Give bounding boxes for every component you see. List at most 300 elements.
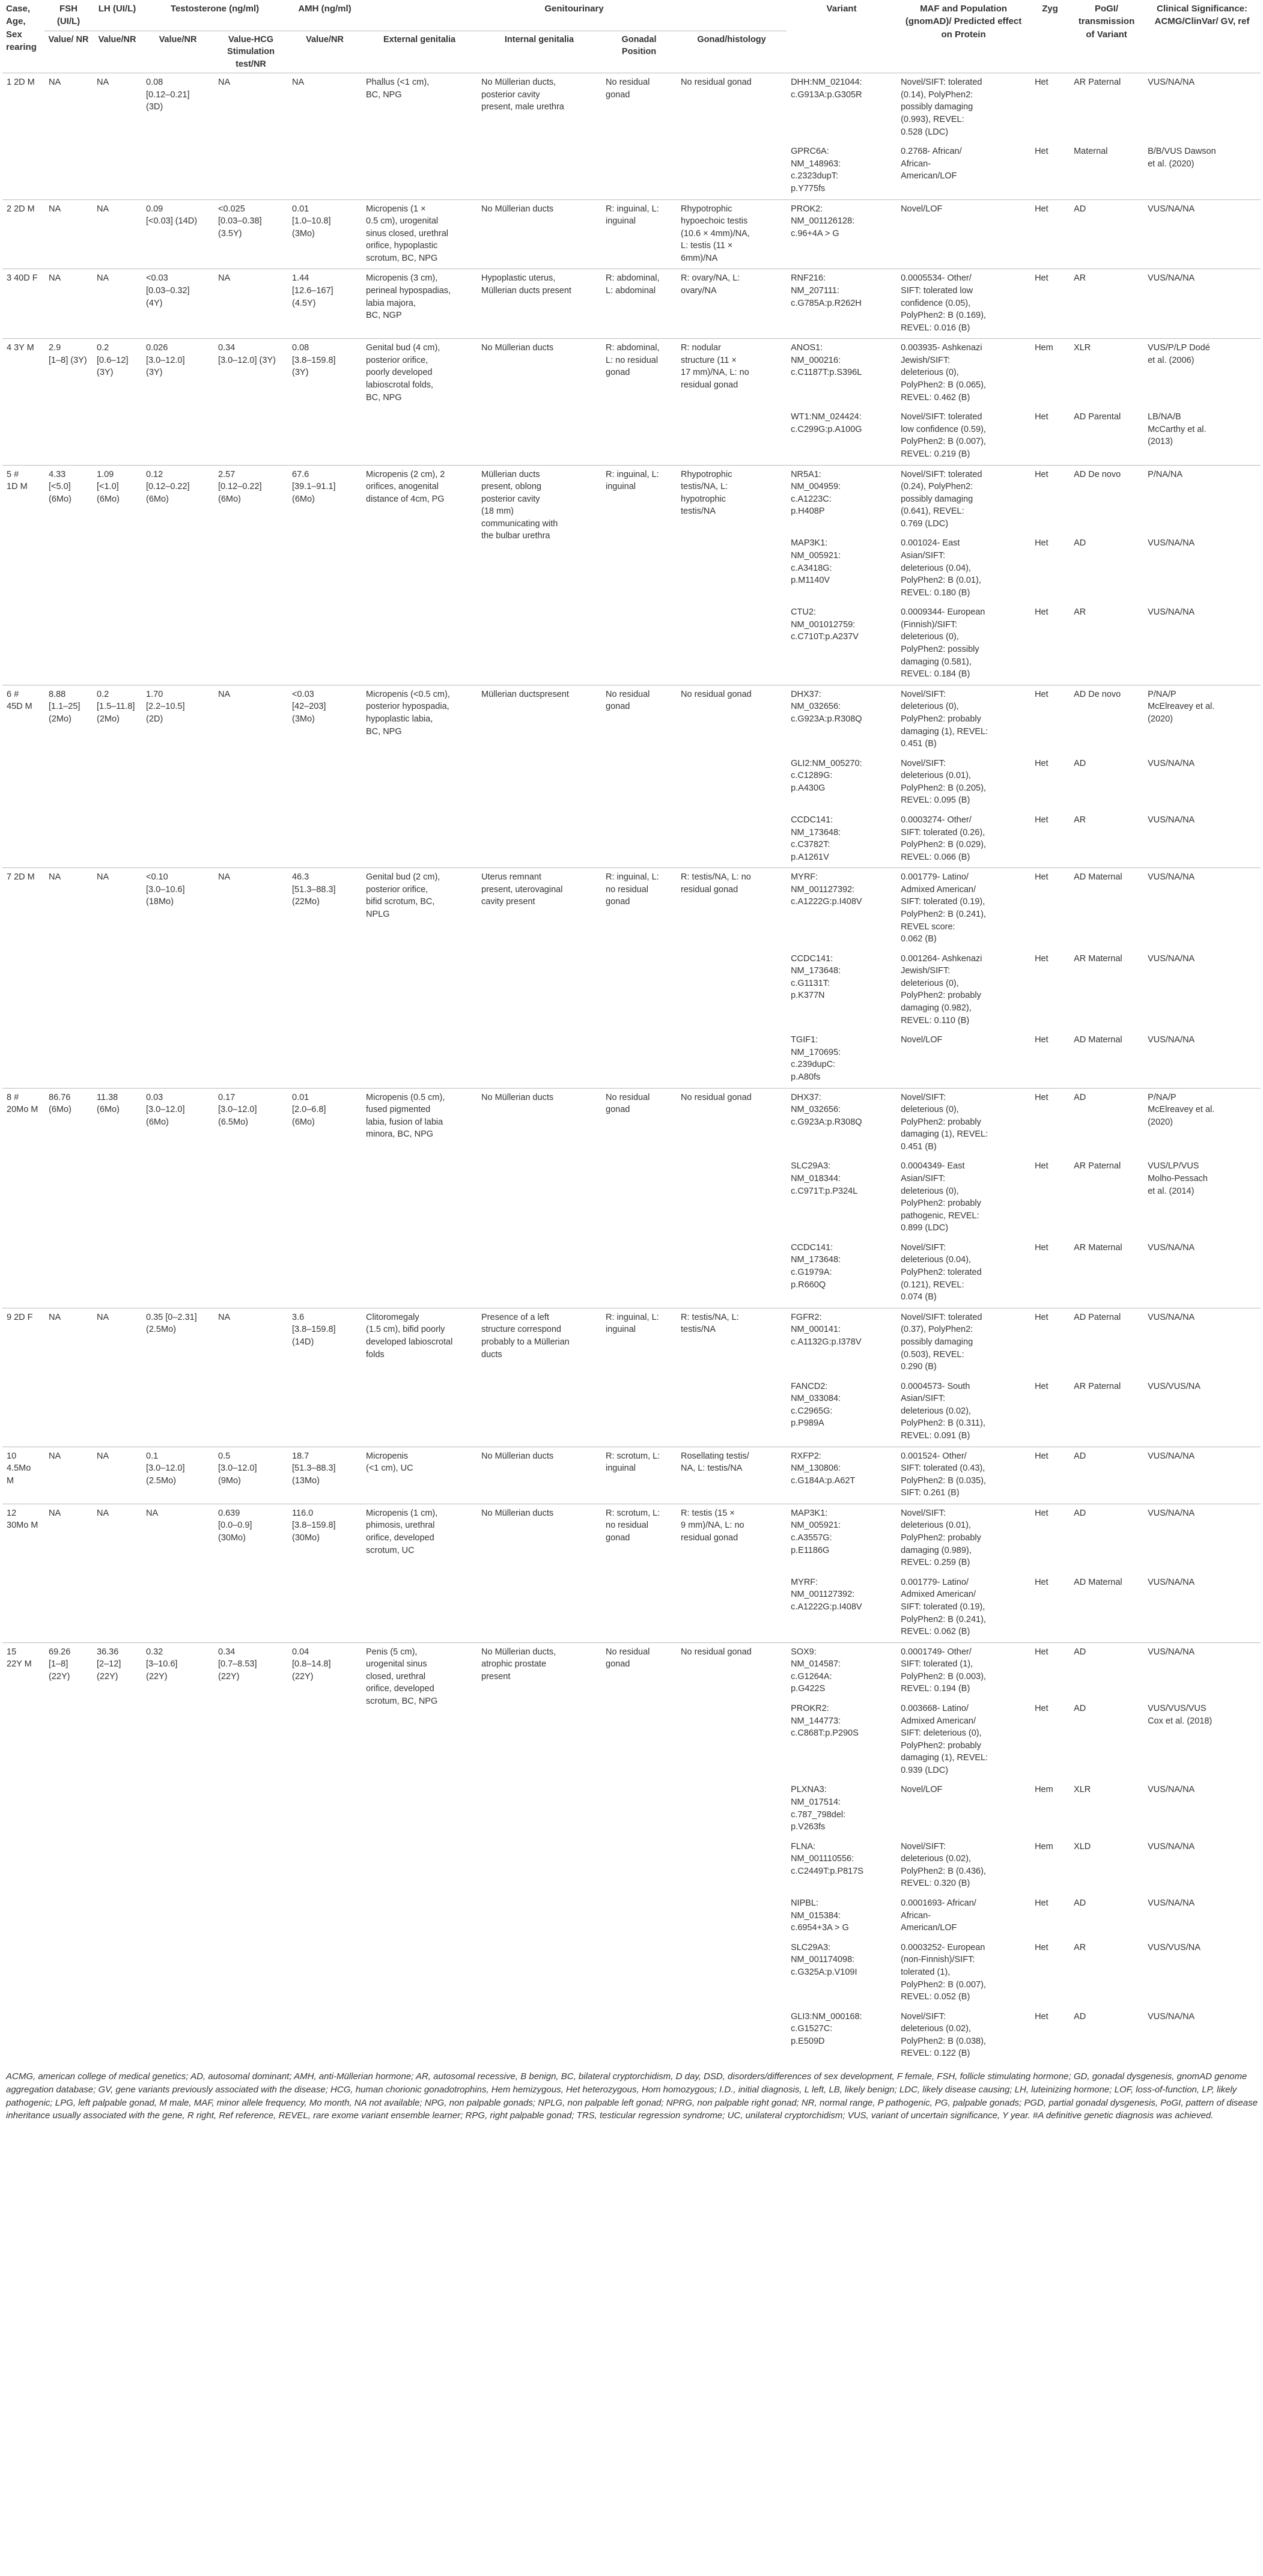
maf-population-cell: Novel/LOF xyxy=(896,199,1030,269)
case-cell: 10 4.5Mo M xyxy=(2,1447,44,1504)
clinical-significance-cell: VUS/VUS/VUS Cox et al. (2018) xyxy=(1148,1703,1213,1726)
gonadal-position-cell: R: inguinal, L: inguinal xyxy=(601,465,677,685)
maf-population-cell: Novel/SIFT: tolerated (0.37), PolyPhen2: possibly damaging (0.503), REVEL: 0.290 (B) xyxy=(896,1308,1030,1377)
variant-cell: CCDC141: NM_173648: c.C3782T: p.A1261V xyxy=(791,815,841,862)
maf-population-cell: Novel/SIFT: tolerated (0.14), PolyPhen2: possibly damaging (0.993), REVEL: 0.528 (LDC) xyxy=(896,73,1030,142)
gonadal-position-cell: R: abdominal, L: no residual gonad xyxy=(601,339,677,465)
maf-population-cell: 0.001779- Latino/ Admixed American/ SIFT: tolerated (0.19), PolyPhen2: B (0.241), REVEL score: 0.062 (B) xyxy=(896,868,1030,950)
table-row xyxy=(2,339,1261,408)
gonad-histology-cell: Rhypotrophic hypoechoic testis (10.6 × 4mm)/NA, L: testis (11 × 6mm)/NA xyxy=(677,199,787,269)
external-genitalia-cell: Clitoromegaly (1.5 cm), bifid poorly developed labioscrotal folds xyxy=(362,1308,477,1447)
pogi-cell: AD xyxy=(1074,1703,1086,1713)
hcg-stimulation-cell: <0.025 [0.03–0.38] (3.5Y) xyxy=(214,199,288,269)
variant-cell: NR5A1: NM_004959: c.A1223C: p.H408P xyxy=(787,465,896,534)
pogi-cell: AR Paternal xyxy=(1074,1381,1121,1391)
maf-population-cell: 0.001264- Ashkenazi Jewish/SIFT: deleterious (0), PolyPhen2: probably damaging (0.982), REVEL: 0.110 (B) xyxy=(901,953,982,1025)
lh-cell: NA xyxy=(93,868,142,1088)
variant-cell: FLNA: NM_001110556: c.C2449T:p.P817S xyxy=(791,1841,863,1876)
internal-genitalia-cell: Hypoplastic uterus, Müllerian ducts present xyxy=(477,269,601,339)
lh-cell: NA xyxy=(93,199,142,269)
variant-cell: MYRF: NM_001127392: c.A1222G:p.I408V xyxy=(787,868,896,950)
zygosity-cell: Het xyxy=(1035,1242,1048,1253)
pogi-cell: AR Paternal xyxy=(1074,1161,1121,1171)
table-row xyxy=(2,269,1261,339)
fsh-cell: NA xyxy=(44,199,93,269)
fsh-cell: NA xyxy=(44,1308,93,1447)
fsh-cell: NA xyxy=(44,1504,93,1642)
table-footnote: ACMG, american college of medical genetics; AD, autosomal dominant; AMH, anti-Müllerian hormone; AR, autosomal recessive, B benign, BC, bilateral cryptorchidism, D day, DSD, disorders/differences of sex development, F female, FSH, follicle stimulating hormone; GD, gonadal dysgenesis, gnomAD genome aggregation database; GV, gene variants previously associated with the disease; HCG, human chorionic gonadotrophins, Hem hemizygous, Het heterozygous, Hom homozygous; I.D., initial diagnosis, L left, LB, likely benign; LDC, likely disease causing; LH, luteinizing hormone; LOF, loss-of-function, LP, likely pathogenic; LPG, left palpable gonad, M male, MAF, minor allele frequency, Mo month, NA not available; NPG, non palpable gonads; NPLG, non palpable left gonad; NPRG, non palpable right gonad; NR, normal range, P pathogenic, PG, palpable gonads; PGD, partial gonadal dysgenesis, PoGI, pattern of disease inheritance usually associated with the gene, R right, Ref reference, REVEL, rare exome variant ensemble learner; RPG, right palpable gonad; TRS, testicular regression syndrome; UC, unilateral cryptorchidism; VUS, variant of uncertain significance, Y year. #A definitive genetic diagnosis was achieved. xyxy=(6,2071,1258,2121)
clinical-significance-cell: VUS/VUS/NA xyxy=(1148,1381,1201,1391)
clinical-significance-cell: VUS/NA/NA xyxy=(1148,538,1195,548)
maf-population-cell: Novel/SIFT: tolerated (0.24), PolyPhen2: possibly damaging (0.641), REVEL: 0.769 (LDC) xyxy=(896,465,1030,534)
maf-population-cell: Novel/LOF xyxy=(901,1785,943,1795)
maf-population-cell: 0.0003274- Other/ SIFT: tolerated (0.26), PolyPhen2: B (0.029), REVEL: 0.066 (B) xyxy=(901,815,986,862)
internal-genitalia-cell: Uterus remnant present, uterovaginal cavity present xyxy=(477,868,601,1088)
pogi-cell: AD Maternal xyxy=(1074,1577,1122,1587)
gonadal-position-cell: R: inguinal, L: no residual gonad xyxy=(601,868,677,1088)
header-testosterone: Testosterone (ng/ml) xyxy=(142,0,288,31)
lh-cell: 0.2 [1.5–11.8] (2Mo) xyxy=(93,685,142,868)
variant-cell: DHX37: NM_032656: c.G923A:p.R308Q xyxy=(787,1088,896,1157)
clinical-significance-cell: VUS/P/LP Dodé et al. (2006) xyxy=(1143,339,1261,408)
zygosity-cell: Het xyxy=(1030,1308,1070,1377)
maf-population-cell: Novel/SIFT: deleterious (0.01), PolyPhen2: probably damaging (0.989), REVEL: 0.259 (B) xyxy=(896,1504,1030,1573)
maf-population-cell: Novel/SIFT: deleterious (0.02), PolyPhen2: B (0.436), REVEL: 0.320 (B) xyxy=(901,1841,986,1889)
gonad-histology-cell: No residual gonad xyxy=(677,1088,787,1308)
internal-genitalia-cell: Müllerian ducts present, oblong posterior cavity (18 mm) communicating with the bulbar urethra xyxy=(477,465,601,685)
clinical-significance-cell: VUS/NA/NA xyxy=(1143,199,1261,269)
gonadal-position-cell: R: inguinal, L: inguinal xyxy=(601,1308,677,1447)
zygosity-cell: Het xyxy=(1035,758,1048,768)
variant-cell: CCDC141: NM_173648: c.G1131T: p.K377N xyxy=(791,953,841,1001)
zygosity-cell: Het xyxy=(1035,1898,1048,1909)
clinical-significance-cell: VUS/NA/NA xyxy=(1143,73,1261,142)
variant-cell: FANCD2: NM_033084: c.C2965G: p.P989A xyxy=(791,1381,841,1429)
gonad-histology-cell: Rosellating testis/ NA, L: testis/NA xyxy=(677,1447,787,1504)
variant-cell: SLC29A3: NM_001174098: c.G325A:p.V109I xyxy=(791,1942,857,1977)
case-cell: 9 2D F xyxy=(2,1308,44,1447)
maf-population-cell: 0.001779- Latino/ Admixed American/ SIFT: tolerated (0.19), PolyPhen2: B (0.241), REVEL: 0.062 (B) xyxy=(901,1577,986,1637)
fsh-cell: NA xyxy=(44,73,93,199)
internal-genitalia-cell: No Müllerian ducts xyxy=(477,339,601,465)
case-cell: 8 # 20Mo M xyxy=(2,1088,44,1308)
case-cell: 5 # 1D M xyxy=(2,465,44,685)
amh-cell: 18.7 [51.3–88.3] (13Mo) xyxy=(288,1447,362,1504)
zygosity-cell: Het xyxy=(1035,953,1048,964)
gonadal-position-cell: R: scrotum, L: inguinal xyxy=(601,1447,677,1504)
clinical-significance-cell: VUS/NA/NA xyxy=(1143,868,1261,950)
zygosity-cell: Het xyxy=(1030,868,1070,950)
zygosity-cell: Het xyxy=(1035,1035,1048,1045)
external-genitalia-cell: Micropenis (1 × 0.5 cm), urogenital sinus closed, urethral orifice, hypoplastic scrotum, BC, NPG xyxy=(362,199,477,269)
lh-cell: 11.38 (6Mo) xyxy=(93,1088,142,1308)
table-body xyxy=(2,73,1261,2064)
maf-population-cell: 0.0005534- Other/ SIFT: tolerated low confidence (0.05), PolyPhen2: B (0.169), REVEL: 0.016 (B) xyxy=(896,269,1030,339)
maf-population-cell: 0.0004573- South Asian/SIFT: deleterious (0.02), PolyPhen2: B (0.311), REVEL: 0.091 (B) xyxy=(901,1381,985,1441)
zygosity-cell: Het xyxy=(1035,1577,1048,1587)
external-genitalia-cell: Micropenis (2 cm), 2 orifices, anogenital distance of 4cm, PG xyxy=(362,465,477,685)
case-cell: 7 2D M xyxy=(2,868,44,1088)
fsh-cell: 2.9 [1–8] (3Y) xyxy=(44,339,93,465)
variant-cell: TGIF1: NM_170695: c.239dupC: p.A80fs xyxy=(791,1035,841,1082)
header-case: Case, Age, Sex rearing xyxy=(2,0,44,73)
gonad-histology-cell: No residual gonad xyxy=(677,73,787,199)
hcg-stimulation-cell: 0.5 [3.0–12.0] (9Mo) xyxy=(214,1447,288,1504)
clinical-significance-cell: VUS/NA/NA xyxy=(1143,1447,1261,1504)
pogi-cell: AD xyxy=(1074,758,1086,768)
table-row xyxy=(2,1088,1261,1157)
internal-genitalia-cell: No Müllerian ducts xyxy=(477,1447,601,1504)
clinical-significance-cell: VUS/NA/NA xyxy=(1143,1642,1261,1700)
internal-genitalia-cell: Presence of a left structure correspond probably to a Müllerian ducts xyxy=(477,1308,601,1447)
subheader-amh: Value/NR xyxy=(288,31,362,73)
internal-genitalia-cell: Müllerian ductspresent xyxy=(477,685,601,868)
maf-population-cell: Novel/SIFT: deleterious (0.02), PolyPhen2: B (0.038), REVEL: 0.122 (B) xyxy=(901,2011,986,2059)
zygosity-cell: Het xyxy=(1035,412,1048,422)
clinical-significance-cell: VUS/NA/NA xyxy=(1148,1577,1195,1587)
zygosity-cell: Het xyxy=(1030,199,1070,269)
case-cell: 12 30Mo M xyxy=(2,1504,44,1642)
pogi-cell: AD Paternal xyxy=(1070,1308,1143,1377)
maf-population-cell: 0.003935- Ashkenazi Jewish/SIFT: deleterious (0), PolyPhen2: B (0.065), REVEL: 0.462 (B) xyxy=(896,339,1030,408)
pogi-cell: AD xyxy=(1070,1088,1143,1157)
amh-cell: <0.03 [42–203] (3Mo) xyxy=(288,685,362,868)
header-maf: MAF and Population (gnomAD)/ Predicted effect on Protein xyxy=(896,0,1030,73)
clinical-significance-cell: VUS/NA/NA xyxy=(1143,1504,1261,1573)
header-amh: AMH (ng/ml) xyxy=(288,0,362,31)
amh-cell: NA xyxy=(288,73,362,199)
clinical-significance-cell: VUS/NA/NA xyxy=(1148,953,1195,964)
zygosity-cell: Het xyxy=(1030,1504,1070,1573)
gonad-histology-cell: R: testis/NA, L: testis/NA xyxy=(677,1308,787,1447)
hcg-stimulation-cell: NA xyxy=(214,1308,288,1447)
hcg-stimulation-cell: 0.17 [3.0–12.0] (6.5Mo) xyxy=(214,1088,288,1308)
variant-cell: SLC29A3: NM_018344: c.C971T:p.P324L xyxy=(791,1161,858,1196)
table-row xyxy=(2,199,1261,269)
external-genitalia-cell: Micropenis (<0.5 cm), posterior hypospadia, hypoplastic labia, BC, NPG xyxy=(362,685,477,868)
pogi-cell: AR xyxy=(1070,269,1143,339)
maf-population-cell: Novel/SIFT: deleterious (0), PolyPhen2: probably damaging (1), REVEL: 0.451 (B) xyxy=(896,1088,1030,1157)
testosterone-cell: <0.03 [0.03–0.32] (4Y) xyxy=(142,269,214,339)
zygosity-cell: Het xyxy=(1035,1161,1048,1171)
maf-population-cell: 0.001524- Other/ SIFT: tolerated (0.43), PolyPhen2: B (0.035), SIFT: 0.261 (B) xyxy=(896,1447,1030,1504)
amh-cell: 67.6 [39.1–91.1] (6Mo) xyxy=(288,465,362,685)
gonad-histology-cell: R: testis/NA, L: no residual gonad xyxy=(677,868,787,1088)
internal-genitalia-cell: No Müllerian ducts, atrophic prostate present xyxy=(477,1642,601,2064)
gonad-histology-cell: No residual gonad xyxy=(677,1642,787,2064)
pogi-cell: XLR xyxy=(1070,339,1143,408)
pogi-cell: AR xyxy=(1074,607,1086,618)
zygosity-cell: Het xyxy=(1030,685,1070,754)
clinical-significance-cell: VUS/LP/VUS Molho-Pessach et al. (2014) xyxy=(1148,1161,1208,1196)
amh-cell: 3.6 [3.8–159.8] (14D) xyxy=(288,1308,362,1447)
lh-cell: NA xyxy=(93,1447,142,1504)
lh-cell: NA xyxy=(93,1308,142,1447)
maf-population-cell: 0.2768- African/ African- American/LOF xyxy=(901,147,962,181)
fsh-cell: NA xyxy=(44,868,93,1088)
hcg-stimulation-cell: 2.57 [0.12–0.22] (6Mo) xyxy=(214,465,288,685)
subheader-histology: Gonad/histology xyxy=(677,31,787,73)
subheader-fsh: Value/ NR xyxy=(44,31,93,73)
fsh-cell: 4.33 [<5.0] (6Mo) xyxy=(44,465,93,685)
zygosity-cell: Het xyxy=(1030,1447,1070,1504)
internal-genitalia-cell: No Müllerian ducts, posterior cavity present, male urethra xyxy=(477,73,601,199)
testosterone-cell: 0.35 [0–2.31] (2.5Mo) xyxy=(142,1308,214,1447)
gonad-histology-cell: Rhypotrophic testis/NA, L: hypotrophic testis/NA xyxy=(677,465,787,685)
external-genitalia-cell: Phallus (<1 cm), BC, NPG xyxy=(362,73,477,199)
gonad-histology-cell: R: nodular structure (11 × 17 mm)/NA, L: no residual gonad xyxy=(677,339,787,465)
table-row xyxy=(2,1504,1261,1573)
amh-cell: 0.08 [3.8–159.8] (3Y) xyxy=(288,339,362,465)
testosterone-cell: 0.08 [0.12–0.21] (3D) xyxy=(142,73,214,199)
pogi-cell: AD xyxy=(1074,1898,1086,1909)
lh-cell: 1.09 [<1.0] (6Mo) xyxy=(93,465,142,685)
table-row xyxy=(2,73,1261,142)
maf-population-cell: 0.0004349- East Asian/SIFT: deleterious (0), PolyPhen2: probably pathogenic, REVEL: 0.899 (LDC) xyxy=(901,1161,981,1233)
external-genitalia-cell: Micropenis (0.5 cm), fused pigmented labia, fusion of labia minora, BC, NPG xyxy=(362,1088,477,1308)
clinical-significance-cell: VUS/NA/NA xyxy=(1148,758,1195,768)
variant-cell: PROK2: NM_001126128: c.96+4A > G xyxy=(787,199,896,269)
zygosity-cell: Het xyxy=(1035,538,1048,548)
pogi-cell: AD xyxy=(1074,2011,1086,2022)
variant-cell: MAP3K1: NM_005921: c.A3418G: p.M1140V xyxy=(791,538,841,586)
internal-genitalia-cell: No Müllerian ducts xyxy=(477,1088,601,1308)
pogi-cell: AR Maternal xyxy=(1074,953,1122,964)
zygosity-cell: Het xyxy=(1030,269,1070,339)
amh-cell: 0.01 [2.0–6.8] (6Mo) xyxy=(288,1088,362,1308)
variant-cell: DHX37: NM_032656: c.G923A:p.R308Q xyxy=(787,685,896,754)
zygosity-cell: Het xyxy=(1035,1703,1048,1713)
clinical-significance-cell: VUS/NA/NA xyxy=(1143,269,1261,339)
zygosity-cell: Het xyxy=(1030,1088,1070,1157)
pogi-cell: AD Parental xyxy=(1074,412,1121,422)
zygosity-cell: Het xyxy=(1035,2011,1048,2022)
pogi-cell: XLD xyxy=(1074,1841,1091,1852)
variant-cell: PLXNA3: NM_017514: c.787_798del: p.V263fs xyxy=(791,1785,846,1832)
pogi-cell: AD xyxy=(1070,1642,1143,1700)
table-row xyxy=(2,465,1261,534)
header-clinical: Clinical Significance: ACMG/ClinVar/ GV, ref xyxy=(1143,0,1261,73)
testosterone-cell: 0.026 [3.0–12.0] (3Y) xyxy=(142,339,214,465)
variant-cell: DHH:NM_021044: c.G913A:p.G305R xyxy=(787,73,896,142)
maf-population-cell: Novel/SIFT: tolerated low confidence (0.59), PolyPhen2: B (0.007), REVEL: 0.219 (B) xyxy=(901,412,986,459)
testosterone-cell: 0.03 [3.0–12.0] (6Mo) xyxy=(142,1088,214,1308)
external-genitalia-cell: Micropenis (3 cm), perineal hypospadias, labia majora, BC, NGP xyxy=(362,269,477,339)
fsh-cell: 86.76 (6Mo) xyxy=(44,1088,93,1308)
lh-cell: NA xyxy=(93,1504,142,1642)
gonad-histology-cell: R: testis (15 × 9 mm)/NA, L: no residual gonad xyxy=(677,1504,787,1642)
clinical-significance-cell: VUS/NA/NA xyxy=(1148,815,1195,825)
table-row xyxy=(2,1308,1261,1377)
case-cell: 15 22Y M xyxy=(2,1642,44,2064)
hcg-stimulation-cell: NA xyxy=(214,269,288,339)
subheader-testo-hcg: Value-HCG Stimulation test/NR xyxy=(214,31,288,73)
lh-cell: 0.2 [0.6–12] (3Y) xyxy=(93,339,142,465)
header-lh: LH (UI/L) xyxy=(93,0,142,31)
clinical-significance-cell: VUS/NA/NA xyxy=(1143,1308,1261,1377)
zygosity-cell: Het xyxy=(1030,1642,1070,1700)
header-row xyxy=(2,0,1261,31)
pogi-cell: AR Paternal xyxy=(1070,73,1143,142)
zygosity-cell: Het xyxy=(1030,73,1070,142)
pogi-cell: AD xyxy=(1074,538,1086,548)
clinical-significance-cell: P/NA/P McElreavey et al. (2020) xyxy=(1143,1088,1261,1157)
hcg-stimulation-cell: NA xyxy=(214,685,288,868)
amh-cell: 0.04 [0.8–14.8] (22Y) xyxy=(288,1642,362,2064)
maf-population-cell: 0.003668- Latino/ Admixed American/ SIFT: deleterious (0), PolyPhen2: probably damaging (1), REVEL: 0.939 (LDC) xyxy=(901,1703,988,1775)
external-genitalia-cell: Genital bud (4 cm), posterior orifice, poorly developed labioscrotal folds, BC, NPG xyxy=(362,339,477,465)
gonadal-position-cell: R: scrotum, L: no residual gonad xyxy=(601,1504,677,1642)
table-row xyxy=(2,1642,1261,1700)
subheader-lh: Value/NR xyxy=(93,31,142,73)
pogi-cell: XLR xyxy=(1074,1785,1091,1795)
subheader-testo-value: Value/NR xyxy=(142,31,214,73)
external-genitalia-cell: Penis (5 cm), urogenital sinus closed, urethral orifice, developed scrotum, BC, NPG xyxy=(362,1642,477,2064)
case-cell: 4 3Y M xyxy=(2,339,44,465)
gonad-histology-cell: R: ovary/NA, L: ovary/NA xyxy=(677,269,787,339)
zygosity-cell: Het xyxy=(1030,465,1070,534)
amh-cell: 0.01 [1.0–10.8] (3Mo) xyxy=(288,199,362,269)
variant-cell: MYRF: NM_001127392: c.A1222G:p.I408V xyxy=(791,1577,862,1612)
variant-cell: CTU2: NM_001012759: c.C710T:p.A237V xyxy=(791,607,859,642)
pogi-cell: AD Maternal xyxy=(1074,1035,1122,1045)
clinical-significance-cell: B/B/VUS Dawson et al. (2020) xyxy=(1148,147,1216,169)
header-pogi: PoGI/ transmission of Variant xyxy=(1070,0,1143,73)
clinical-significance-cell: VUS/VUS/NA xyxy=(1148,1942,1201,1952)
variant-cell: CCDC141: NM_173648: c.G1979A: p.R660Q xyxy=(791,1242,841,1290)
pogi-cell: AR xyxy=(1074,1942,1086,1952)
pogi-cell: AD xyxy=(1070,199,1143,269)
subheader-external: External genitalia xyxy=(362,31,477,73)
maf-population-cell: 0.0009344- European (Finnish)/SIFT: deleterious (0), PolyPhen2: possibly damaging (0.581), REVEL: 0.184 (B) xyxy=(901,607,985,679)
clinical-significance-cell: VUS/NA/NA xyxy=(1148,1785,1195,1795)
case-cell: 3 40D F xyxy=(2,269,44,339)
table-row xyxy=(2,1447,1261,1504)
gonadal-position-cell: No residual gonad xyxy=(601,685,677,868)
external-genitalia-cell: Micropenis (<1 cm), UC xyxy=(362,1447,477,1504)
testosterone-cell: NA xyxy=(142,1504,214,1642)
external-genitalia-cell: Genital bud (2 cm), posterior orifice, bifid scrotum, BC, NPLG xyxy=(362,868,477,1088)
subheader-internal: Internal genitalia xyxy=(477,31,601,73)
maf-population-cell: Novel/SIFT: deleterious (0.01), PolyPhen2: B (0.205), REVEL: 0.095 (B) xyxy=(901,758,986,806)
internal-genitalia-cell: No Müllerian ducts xyxy=(477,1504,601,1642)
maf-population-cell: 0.001024- East Asian/SIFT: deleterious (0.04), PolyPhen2: B (0.01), REVEL: 0.180 (B) xyxy=(901,538,981,598)
clinical-significance-cell: LB/NA/B McCarthy et al. (2013) xyxy=(1148,412,1207,447)
gonadal-position-cell: No residual gonad xyxy=(601,1088,677,1308)
zygosity-cell: Het xyxy=(1035,1381,1048,1391)
variant-cell: WT1:NM_024424: c.C299G:p.A100G xyxy=(791,412,862,434)
zygosity-cell: Hem xyxy=(1030,339,1070,408)
variant-cell: FGFR2: NM_000141: c.A1132G:p.I378V xyxy=(787,1308,896,1377)
maf-population-cell: 0.0003252- European (non-Finnish)/SIFT: tolerated (1), PolyPhen2: B (0.007), REVEL: 0.052 (B) xyxy=(901,1942,986,2002)
amh-cell: 1.44 [12.6–167] (4.5Y) xyxy=(288,269,362,339)
variant-cell: GLI2:NM_005270: c.C1289G: p.A430G xyxy=(791,758,862,793)
pogi-cell: AD De novo xyxy=(1070,465,1143,534)
maf-population-cell: Novel/LOF xyxy=(901,1035,943,1045)
case-cell: 1 2D M xyxy=(2,73,44,199)
variant-cell: MAP3K1: NM_005921: c.A3557G: p.E1186G xyxy=(787,1504,896,1573)
clinical-significance-cell: P/NA/P McElreavey et al. (2020) xyxy=(1143,685,1261,754)
clinical-significance-cell: VUS/NA/NA xyxy=(1148,1841,1195,1852)
testosterone-cell: 1.70 [2.2–10.5] (2D) xyxy=(142,685,214,868)
table-row xyxy=(2,868,1261,950)
zygosity-cell: Hem xyxy=(1035,1841,1053,1852)
dsd-variant-table xyxy=(2,0,1261,2064)
hcg-stimulation-cell: 0.34 [3.0–12.0] (3Y) xyxy=(214,339,288,465)
internal-genitalia-cell: No Müllerian ducts xyxy=(477,199,601,269)
maf-population-cell: Novel/SIFT: deleterious (0), PolyPhen2: probably damaging (1), REVEL: 0.451 (B) xyxy=(896,685,1030,754)
maf-population-cell: 0.0001693- African/ African- American/LOF xyxy=(901,1898,976,1933)
amh-cell: 116.0 [3.8–159.8] (30Mo) xyxy=(288,1504,362,1642)
maf-population-cell: Novel/SIFT: deleterious (0.04), PolyPhen2: tolerated (0.121), REVEL: 0.074 (B) xyxy=(901,1242,982,1302)
gonadal-position-cell: R: inguinal, L: inguinal xyxy=(601,199,677,269)
clinical-significance-cell: VUS/NA/NA xyxy=(1148,2011,1195,2022)
header-zyg: Zyg xyxy=(1030,0,1070,73)
fsh-cell: 8.88 [1.1–25] (2Mo) xyxy=(44,685,93,868)
pogi-cell: AD xyxy=(1070,1447,1143,1504)
hcg-stimulation-cell: NA xyxy=(214,73,288,199)
variant-cell: NIPBL: NM_015384: c.6954+3A > G xyxy=(791,1898,849,1933)
lh-cell: NA xyxy=(93,73,142,199)
table-row xyxy=(2,685,1261,754)
zygosity-cell: Het xyxy=(1035,607,1048,618)
header-fsh: FSH (UI/L) xyxy=(44,0,93,31)
hcg-stimulation-cell: 0.34 [0.7–8.53] (22Y) xyxy=(214,1642,288,2064)
clinical-significance-cell: VUS/NA/NA xyxy=(1148,1898,1195,1909)
testosterone-cell: <0.10 [3.0–10.6] (18Mo) xyxy=(142,868,214,1088)
pogi-cell: AD De novo xyxy=(1070,685,1143,754)
hcg-stimulation-cell: NA xyxy=(214,868,288,1088)
clinical-significance-cell: VUS/NA/NA xyxy=(1148,1035,1195,1045)
variant-cell: ANOS1: NM_000216: c.C1187T:p.S396L xyxy=(787,339,896,408)
header-variant: Variant xyxy=(787,0,896,73)
testosterone-cell: 0.1 [3.0–12.0] (2.5Mo) xyxy=(142,1447,214,1504)
testosterone-cell: 0.09 [<0.03] (14D) xyxy=(142,199,214,269)
pogi-cell: Maternal xyxy=(1074,147,1108,157)
zygosity-cell: Het xyxy=(1035,815,1048,825)
zygosity-cell: Hem xyxy=(1035,1785,1053,1795)
testosterone-cell: 0.32 [3–10.6] (22Y) xyxy=(142,1642,214,2064)
variant-cell: RXFP2: NM_130806: c.G184A:p.A62T xyxy=(787,1447,896,1504)
pogi-cell: AD xyxy=(1070,1504,1143,1573)
variant-cell: GPRC6A: NM_148963: c.2323dupT: p.Y775fs xyxy=(791,147,841,193)
external-genitalia-cell: Micropenis (1 cm), phimosis, urethral orifice, developed scrotum, UC xyxy=(362,1504,477,1642)
subheader-gonadal-position: Gonadal Position xyxy=(601,31,677,73)
fsh-cell: 69.26 [1–8] (22Y) xyxy=(44,1642,93,2064)
clinical-significance-cell: VUS/NA/NA xyxy=(1148,1242,1195,1253)
gonadal-position-cell: No residual gonad xyxy=(601,73,677,199)
clinical-significance-cell: VUS/NA/NA xyxy=(1148,607,1195,618)
variant-cell: RNF216: NM_207111: c.G785A:p.R262H xyxy=(787,269,896,339)
amh-cell: 46.3 [51.3–88.3] (22Mo) xyxy=(288,868,362,1088)
variant-cell: PROKR2: NM_144773: c.C868T:p.P290S xyxy=(791,1703,859,1739)
case-cell: 6 # 45D M xyxy=(2,685,44,868)
fsh-cell: NA xyxy=(44,269,93,339)
gonad-histology-cell: No residual gonad xyxy=(677,685,787,868)
pogi-cell: AR xyxy=(1074,815,1086,825)
testosterone-cell: 0.12 [0.12–0.22] (6Mo) xyxy=(142,465,214,685)
zygosity-cell: Het xyxy=(1035,147,1048,157)
header-genitourinary: Genitourinary xyxy=(362,0,787,31)
pogi-cell: AD Maternal xyxy=(1070,868,1143,950)
variant-cell: SOX9: NM_014587: c.G1264A: p.G422S xyxy=(787,1642,896,1700)
gonadal-position-cell: No residual gonad xyxy=(601,1642,677,2064)
maf-population-cell: 0.0001749- Other/ SIFT: tolerated (1), PolyPhen2: B (0.003), REVEL: 0.194 (B) xyxy=(896,1642,1030,1700)
clinical-significance-cell: P/NA/NA xyxy=(1143,465,1261,534)
lh-cell: 36.36 [2–12] (22Y) xyxy=(93,1642,142,2064)
case-cell: 2 2D M xyxy=(2,199,44,269)
gonadal-position-cell: R: abdominal, L: abdominal xyxy=(601,269,677,339)
